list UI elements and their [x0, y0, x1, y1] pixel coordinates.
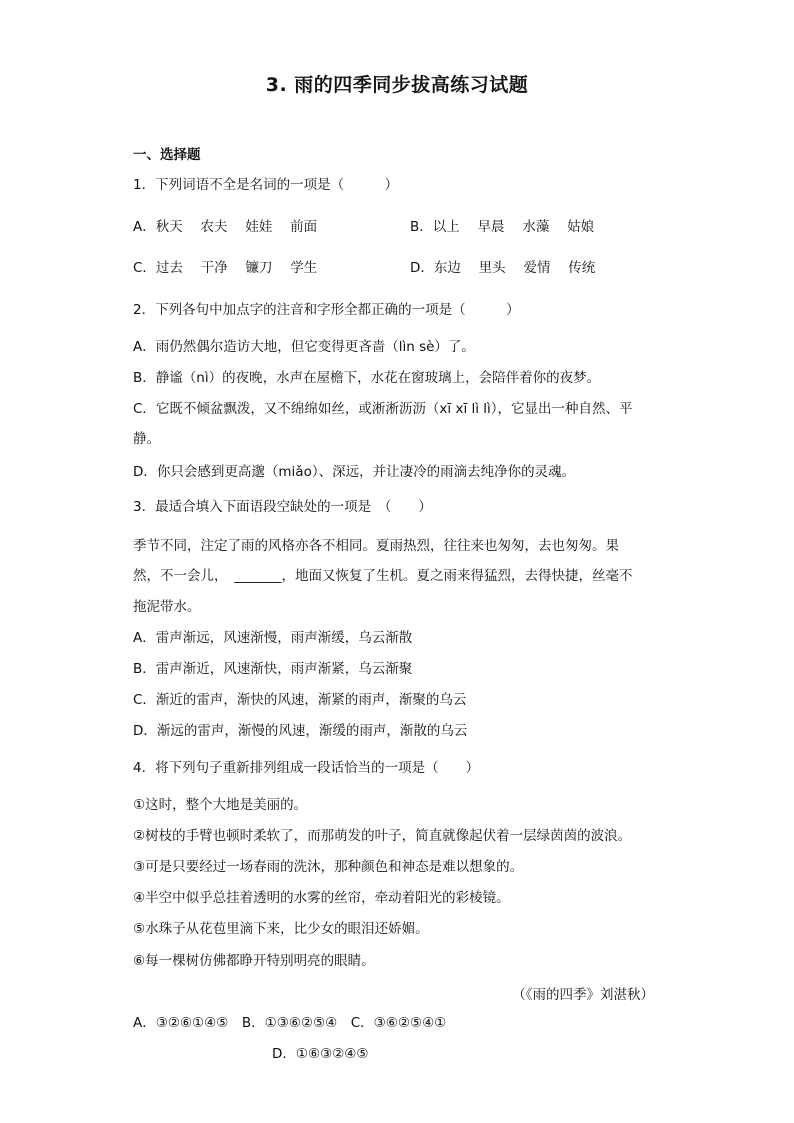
q4-stem: 4．将下列句子重新排列组成一段话恰当的一项是（ ） [133, 760, 480, 776]
q2-option-b: B．静谧（nì）的夜晚，水声在屋檐下，水花在窗玻璃上，会陪伴着你的夜梦。 [133, 370, 601, 386]
q2-option-c-line1: C．它既不倾盆飘泼，又不绵绵如丝，或淅淅沥沥（xī xī lì lì），它显出一种自然、平 [133, 401, 633, 417]
section-heading: 一、选择题 [133, 147, 201, 163]
q1-option-a: A．秋天 农夫 娃娃 前面 [133, 219, 318, 235]
q3-option-a: A．雷声渐远，风速渐慢，雨声渐缓，乌云渐散 [133, 630, 413, 646]
q3-passage-line2: 然，不一会儿， _______，地面又恢复了生机。夏之雨来得猛烈，去得快捷，丝毫不 [133, 568, 633, 584]
q4-sentence-2: ②树枝的手臂也顿时柔软了，而那萌发的叶子，简直就像起伏着一层绿茵茵的波浪。 [133, 828, 632, 844]
page-title: 3. 雨的四季同步拔高练习试题 [265, 74, 529, 96]
q4-sentence-6: ⑥每一棵树仿佛都睁开特别明亮的眼睛。 [133, 953, 375, 969]
q3-option-d: D．渐远的雷声，渐慢的风速，渐缓的雨声，渐散的乌云 [133, 723, 468, 739]
q4-sentence-1: ①这时，整个大地是美丽的。 [133, 797, 308, 813]
q3-passage-line3: 拖泥带水。 [133, 599, 201, 615]
q4-sentence-5: ⑤水珠子从花苞里滴下来，比少女的眼泪还娇媚。 [133, 921, 429, 937]
q2-option-c-line2: 静。 [133, 431, 160, 447]
q4-option-d: D．①⑥③②④⑤ [272, 1046, 369, 1062]
q4-sentence-4: ④半空中似乎总挂着透明的水雾的丝帘，牵动着阳光的彩棱镜。 [133, 890, 510, 906]
q4-citation: （《雨的四季》刘湛秋） [512, 987, 654, 1003]
q1-option-d: D．东边 里头 爱情 传统 [410, 260, 596, 276]
q4-sentence-3: ③可是只要经过一场春雨的洗沐，那种颜色和神态是难以想象的。 [133, 859, 524, 875]
q2-option-a: A．雨仍然偶尔造访大地，但它变得更吝啬（lìn sè）了。 [133, 339, 475, 355]
q4-options-abc: A．③②⑥①④⑤ B．①③⑥②⑤④ C．③⑥②⑤④① [133, 1015, 447, 1031]
q1-stem: 1．下列词语不全是名词的一项是（ ） [133, 177, 399, 193]
q3-stem: 3．最适合填入下面语段空缺处的一项是 （ ） [133, 499, 432, 515]
q3-option-b: B．雷声渐近，风速渐快，雨声渐紧，乌云渐聚 [133, 661, 413, 677]
q3-option-c: C．渐近的雷声，渐快的风速，渐紧的雨声，渐聚的乌云 [133, 692, 467, 708]
q2-option-d: D．你只会感到更高邈（miǎo）、深远，并让凄冷的雨滴去纯净你的灵魂。 [133, 464, 576, 480]
q3-passage-line1: 季节不同，注定了雨的风格亦各不相同。夏雨热烈，往往来也匆匆，去也匆匆。果 [133, 538, 619, 554]
q1-option-b: B．以上 早晨 水藻 姑娘 [410, 219, 595, 235]
q2-stem: 2．下列各句中加点字的注音和字形全都正确的一项是（ ） [133, 302, 520, 318]
q1-option-c: C．过去 干净 镰刀 学生 [133, 260, 318, 276]
